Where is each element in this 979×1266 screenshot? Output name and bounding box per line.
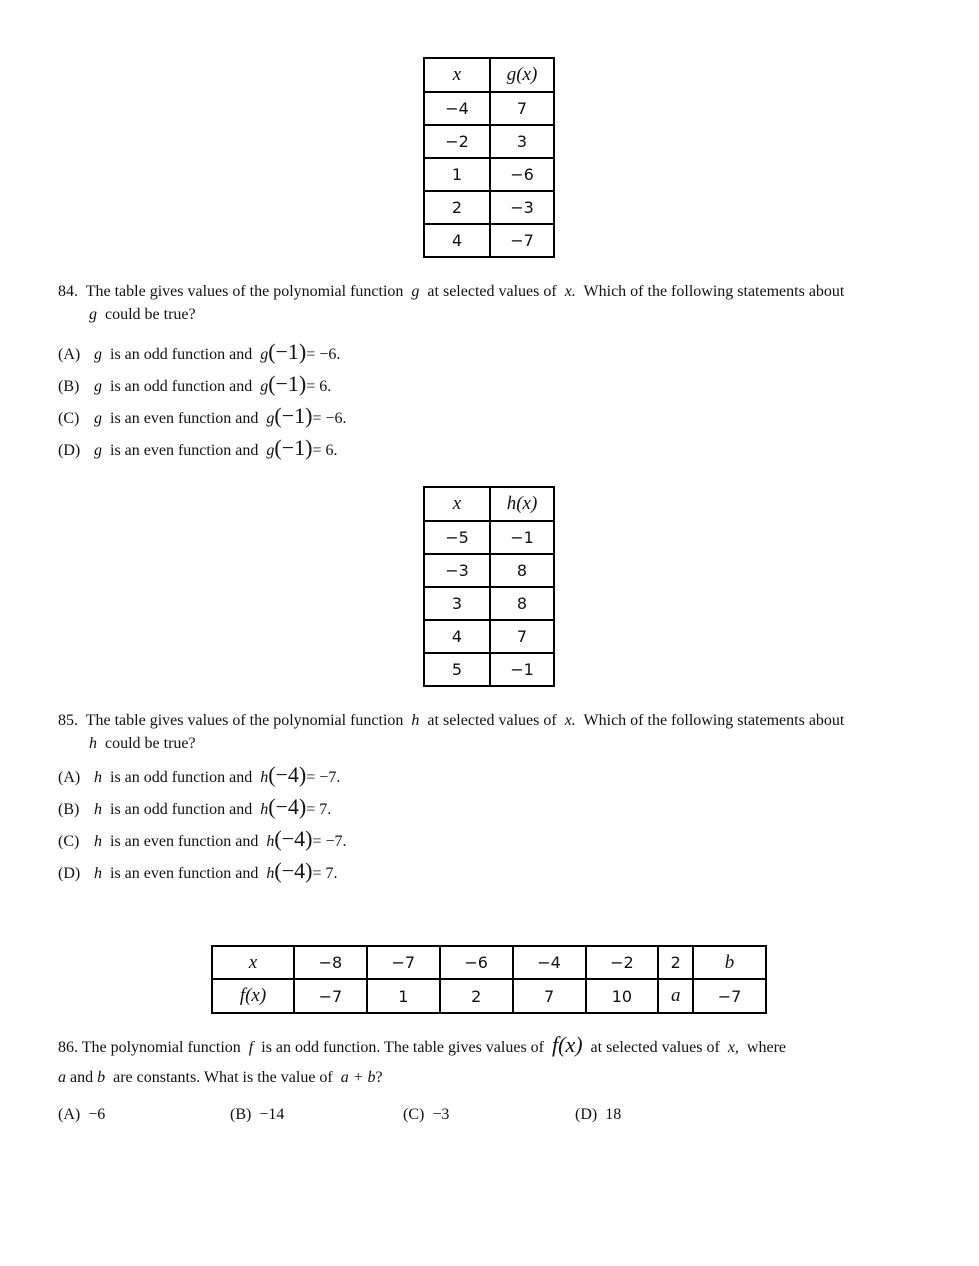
table-cell: −5 [424, 521, 490, 554]
h-values-table [423, 486, 555, 687]
table-cell: −4 [424, 92, 490, 125]
q86-option-d[interactable]: (D) 18 [575, 1106, 622, 1123]
g-values-table [423, 57, 555, 258]
table-cell: 7 [490, 92, 554, 125]
q85-option-b[interactable]: (B) h is an odd function and h(−4)= 7. [58, 794, 332, 819]
table-cell: 8 [490, 554, 554, 587]
q85-option-c[interactable]: (C) h is an even function and h(−4)= −7. [58, 826, 347, 851]
table-cell: 4 [424, 224, 490, 257]
table-cell: −6 [490, 158, 554, 191]
table-cell: −7 [367, 946, 440, 979]
table-header-x: x [424, 58, 490, 92]
table-cell: 1 [367, 979, 440, 1013]
table-cell: −2 [586, 946, 659, 979]
table-cell: 2 [424, 191, 490, 224]
table-cell: −7 [693, 979, 766, 1013]
q84-option-b[interactable]: (B) g is an odd function and g(−1)= 6. [58, 371, 332, 396]
table-cell: 2 [658, 946, 693, 979]
q86-option-b[interactable]: (B) −14 [230, 1106, 285, 1123]
question-85-stem: 85. The table gives values of the polynomial function h at selected values of x. Which of the following statements about h could be true? [58, 712, 845, 752]
table-header-x: x [212, 946, 294, 979]
q84-option-d[interactable]: (D) g is an even function and g(−1)= 6. [58, 435, 338, 460]
table-cell: 5 [424, 653, 490, 686]
table-cell: 4 [424, 620, 490, 653]
table-cell: −6 [440, 946, 513, 979]
table-cell: 7 [513, 979, 586, 1013]
table-cell: 8 [490, 587, 554, 620]
table-header-x: x [424, 487, 490, 521]
table-cell: −3 [490, 191, 554, 224]
table-header-fx: f(x) [212, 979, 294, 1013]
table-cell: 10 [586, 979, 659, 1013]
table-cell: −1 [490, 521, 554, 554]
table-cell: 3 [490, 125, 554, 158]
table-header-gx: g(x) [490, 58, 554, 92]
table-cell: 3 [424, 587, 490, 620]
question-86-stem: 86. The polynomial function f is an odd function. The table gives values of f(x) at selected values of x, where a and b are constants. What is the value of a + b? [58, 1032, 787, 1086]
table-header-hx: h(x) [490, 487, 554, 521]
q84-option-a[interactable]: (A) g is an odd function and g(−1)= −6. [58, 339, 341, 364]
table-cell: 1 [424, 158, 490, 191]
table-cell: −7 [490, 224, 554, 257]
table-cell-b: b [693, 946, 766, 979]
table-cell: −2 [424, 125, 490, 158]
table-cell: 7 [490, 620, 554, 653]
table-cell-a: a [658, 979, 693, 1013]
q86-option-a[interactable]: (A) −6 [58, 1106, 106, 1123]
q85-option-a[interactable]: (A) h is an odd function and h(−4)= −7. [58, 762, 341, 787]
table-cell: −3 [424, 554, 490, 587]
q86-option-c[interactable]: (C) −3 [403, 1106, 450, 1123]
q84-option-c[interactable]: (C) g is an even function and g(−1)= −6. [58, 403, 347, 428]
table-cell: 2 [440, 979, 513, 1013]
question-84-stem: 84. The table gives values of the polynomial function g at selected values of x. Which of the following statements about g could be true? [58, 283, 845, 323]
table-cell: −7 [294, 979, 367, 1013]
q85-option-d[interactable]: (D) h is an even function and h(−4)= 7. [58, 858, 338, 883]
table-cell: −8 [294, 946, 367, 979]
f-values-table [211, 945, 767, 1014]
table-cell: −4 [513, 946, 586, 979]
table-cell: −1 [490, 653, 554, 686]
